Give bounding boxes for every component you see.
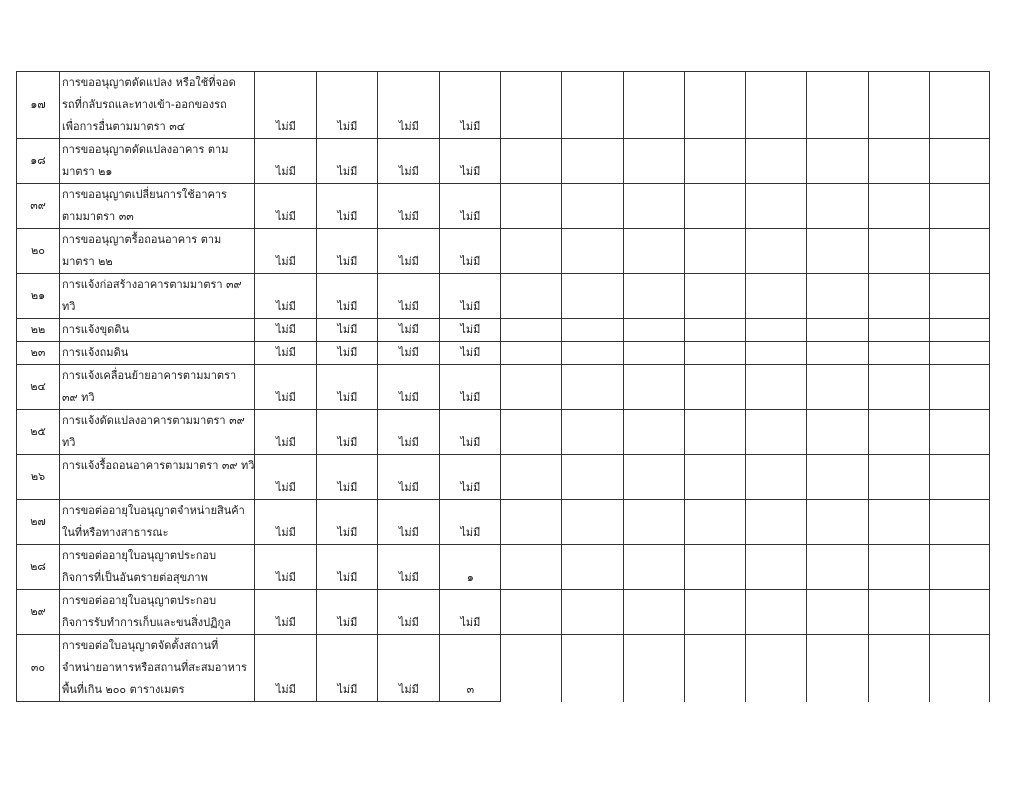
row-number: ๒๘ <box>17 545 60 590</box>
empty-cell <box>685 455 746 500</box>
row-description <box>60 342 255 365</box>
row-description <box>60 72 255 139</box>
row-number: ๒๙ <box>17 590 60 635</box>
value-cell: ไม่มี <box>317 410 378 455</box>
empty-cell <box>746 139 807 184</box>
empty-cell <box>930 590 990 635</box>
value-cell: ไม่มี <box>317 319 378 342</box>
description-line: การขอต่อใบอนุญาตจัดตั้งสถานที่ <box>62 639 219 652</box>
value-cell: ๑ <box>440 545 501 590</box>
empty-cell <box>746 410 807 455</box>
row-number: ๑๗ <box>17 72 60 139</box>
value-cell: ไม่มี <box>255 319 317 342</box>
row-description <box>60 635 255 702</box>
empty-cell <box>807 274 869 319</box>
description-line: การขออนุญาตดัดแปลง หรือใช้ที่จอด <box>62 76 236 89</box>
empty-cell <box>624 342 685 365</box>
empty-cell <box>807 635 869 702</box>
empty-cell <box>685 545 746 590</box>
empty-cell <box>746 184 807 229</box>
description-line: การแจ้งเคลื่อนย้ายอาคารตามมาตรา <box>62 369 237 382</box>
value-cell: ไม่มี <box>317 274 378 319</box>
empty-cell <box>869 319 930 342</box>
row-description <box>60 410 255 455</box>
empty-cell <box>685 139 746 184</box>
empty-cell <box>562 500 624 545</box>
description-line: ๓๙ ทวิ <box>62 391 95 404</box>
description-line: เพื่อการอื่นตามมาตรา ๓๔ <box>62 120 186 133</box>
table-row <box>17 342 990 365</box>
empty-cell <box>501 184 562 229</box>
description-line: ทวิ <box>62 300 76 313</box>
empty-cell <box>746 342 807 365</box>
value-cell: ไม่มี <box>317 139 378 184</box>
empty-cell <box>685 342 746 365</box>
empty-cell <box>869 500 930 545</box>
row-description <box>60 545 255 590</box>
empty-cell <box>807 590 869 635</box>
value-cell: ไม่มี <box>317 184 378 229</box>
value-cell: ไม่มี <box>440 274 501 319</box>
value-cell: ไม่มี <box>317 500 378 545</box>
description-line: พื้นที่เกิน ๒๐๐ ตารางเมตร <box>62 683 185 696</box>
table-row <box>17 139 990 184</box>
empty-cell <box>562 342 624 365</box>
empty-cell <box>930 500 990 545</box>
value-cell: ไม่มี <box>255 342 317 365</box>
empty-cell <box>930 365 990 410</box>
empty-cell <box>869 635 930 702</box>
empty-cell <box>930 139 990 184</box>
description-line: การแจ้งก่อสร้างอาคารตามมาตรา ๓๙ <box>62 278 242 291</box>
empty-cell <box>501 455 562 500</box>
empty-cell <box>501 545 562 590</box>
empty-cell <box>501 139 562 184</box>
description-line: ทวิ <box>62 436 76 449</box>
empty-cell <box>562 229 624 274</box>
value-cell: ไม่มี <box>378 410 440 455</box>
value-cell: ไม่มี <box>440 184 501 229</box>
value-cell: ไม่มี <box>440 500 501 545</box>
description-line: การขออนุญาตเปลี่ยนการใช้อาคาร <box>62 188 227 201</box>
table-row <box>17 72 990 139</box>
row-number: ๓๐ <box>17 635 60 702</box>
empty-cell <box>624 139 685 184</box>
empty-cell <box>807 500 869 545</box>
empty-cell <box>807 139 869 184</box>
description-line: มาตรา ๒๒ <box>62 255 113 268</box>
description-line: การขอต่ออายุใบอนุญาตประกอบ <box>62 549 217 562</box>
description-line: การขออนุญาตรื้อถอนอาคาร ตาม <box>62 233 222 246</box>
description-line: ในที่หรือทางสาธารณะ <box>62 526 169 539</box>
empty-cell <box>869 139 930 184</box>
empty-cell <box>930 342 990 365</box>
empty-cell <box>685 500 746 545</box>
empty-cell <box>930 635 990 702</box>
empty-cell <box>807 410 869 455</box>
empty-cell <box>624 319 685 342</box>
empty-cell <box>624 184 685 229</box>
value-cell: ไม่มี <box>378 139 440 184</box>
value-cell: ไม่มี <box>255 229 317 274</box>
empty-cell <box>685 590 746 635</box>
table-row <box>17 274 990 319</box>
row-description <box>60 184 255 229</box>
empty-cell <box>624 635 685 702</box>
table-row <box>17 184 990 229</box>
empty-cell <box>562 635 624 702</box>
value-cell: ไม่มี <box>378 590 440 635</box>
value-cell: ไม่มี <box>440 410 501 455</box>
description-line: การขอต่ออายุใบอนุญาตประกอบ <box>62 594 217 607</box>
table-row <box>17 410 990 455</box>
empty-cell <box>746 229 807 274</box>
row-number: ๒๖ <box>17 455 60 500</box>
empty-cell <box>869 365 930 410</box>
value-cell: ไม่มี <box>440 229 501 274</box>
value-cell: ไม่มี <box>440 139 501 184</box>
empty-cell <box>746 319 807 342</box>
description-line: การขอต่ออายุใบอนุญาตจำหน่ายสินค้า <box>62 504 245 517</box>
empty-cell <box>869 590 930 635</box>
row-number: ๒๔ <box>17 365 60 410</box>
value-cell: ไม่มี <box>378 274 440 319</box>
empty-cell <box>685 184 746 229</box>
row-description <box>60 229 255 274</box>
value-cell: ไม่มี <box>440 319 501 342</box>
empty-cell <box>807 342 869 365</box>
value-cell: ไม่มี <box>317 365 378 410</box>
value-cell: ไม่มี <box>378 229 440 274</box>
row-number: ๒๑ <box>17 274 60 319</box>
value-cell: ไม่มี <box>317 635 378 702</box>
value-cell: ไม่มี <box>255 455 317 500</box>
empty-cell <box>501 72 562 139</box>
row-number: ๒๐ <box>17 229 60 274</box>
value-cell: ไม่มี <box>255 545 317 590</box>
empty-cell <box>746 72 807 139</box>
value-cell: ไม่มี <box>378 455 440 500</box>
empty-cell <box>746 274 807 319</box>
empty-cell <box>930 545 990 590</box>
description-line: การแจ้งดัดแปลงอาคารตามมาตรา ๓๙ <box>62 414 245 427</box>
row-number: ๒๗ <box>17 500 60 545</box>
value-cell: ไม่มี <box>317 229 378 274</box>
value-cell: ไม่มี <box>440 590 501 635</box>
row-number: ๑๘ <box>17 139 60 184</box>
empty-cell <box>807 184 869 229</box>
empty-cell <box>807 365 869 410</box>
table-row <box>17 500 990 545</box>
description-line: การแจ้งรื้อถอนอาคารตามมาตรา ๓๙ ทวิ <box>62 459 255 472</box>
empty-cell <box>624 365 685 410</box>
description-line: รถที่กลับรถและทางเข้า-ออกของรถ <box>62 98 227 111</box>
value-cell: ไม่มี <box>440 72 501 139</box>
value-cell: ไม่มี <box>378 319 440 342</box>
empty-cell <box>869 72 930 139</box>
empty-cell <box>562 365 624 410</box>
empty-cell <box>930 72 990 139</box>
empty-cell <box>501 500 562 545</box>
value-cell: ไม่มี <box>255 635 317 702</box>
empty-cell <box>807 72 869 139</box>
empty-cell <box>807 319 869 342</box>
empty-cell <box>501 635 562 702</box>
empty-cell <box>562 72 624 139</box>
row-number: ๒๓ <box>17 342 60 365</box>
empty-cell <box>501 274 562 319</box>
empty-cell <box>807 229 869 274</box>
row-description <box>60 319 255 342</box>
empty-cell <box>501 590 562 635</box>
row-description <box>60 139 255 184</box>
description-line: มาตรา ๒๑ <box>62 165 113 178</box>
row-number: ๓๙ <box>17 184 60 229</box>
empty-cell <box>869 455 930 500</box>
empty-cell <box>501 319 562 342</box>
empty-cell <box>869 545 930 590</box>
empty-cell <box>562 455 624 500</box>
value-cell: ไม่มี <box>440 342 501 365</box>
empty-cell <box>562 274 624 319</box>
row-number: ๒๕ <box>17 410 60 455</box>
description-line: การขออนุญาตดัดแปลงอาคาร ตาม <box>62 143 229 156</box>
value-cell: ไม่มี <box>255 590 317 635</box>
description-line: กิจการที่เป็นอันตรายต่อสุขภาพ <box>62 571 208 584</box>
data-table <box>16 71 990 702</box>
empty-cell <box>746 500 807 545</box>
empty-cell <box>930 319 990 342</box>
row-description <box>60 590 255 635</box>
empty-cell <box>624 455 685 500</box>
empty-cell <box>685 365 746 410</box>
value-cell: ไม่มี <box>440 455 501 500</box>
empty-cell <box>624 410 685 455</box>
value-cell: ไม่มี <box>255 365 317 410</box>
empty-cell <box>624 274 685 319</box>
empty-cell <box>930 410 990 455</box>
empty-cell <box>869 274 930 319</box>
table-row <box>17 365 990 410</box>
empty-cell <box>562 139 624 184</box>
value-cell: ไม่มี <box>255 274 317 319</box>
empty-cell <box>624 590 685 635</box>
value-cell: ไม่มี <box>255 139 317 184</box>
empty-cell <box>930 184 990 229</box>
empty-cell <box>746 635 807 702</box>
empty-cell <box>869 410 930 455</box>
row-description <box>60 500 255 545</box>
empty-cell <box>501 342 562 365</box>
value-cell: ไม่มี <box>317 545 378 590</box>
value-cell: ไม่มี <box>317 342 378 365</box>
empty-cell <box>685 635 746 702</box>
table-row <box>17 590 990 635</box>
empty-cell <box>930 229 990 274</box>
empty-cell <box>807 545 869 590</box>
empty-cell <box>685 72 746 139</box>
empty-cell <box>746 455 807 500</box>
empty-cell <box>869 229 930 274</box>
empty-cell <box>562 590 624 635</box>
empty-cell <box>562 319 624 342</box>
row-description <box>60 365 255 410</box>
row-number: ๒๒ <box>17 319 60 342</box>
value-cell: ไม่มี <box>255 184 317 229</box>
empty-cell <box>624 229 685 274</box>
empty-cell <box>562 184 624 229</box>
table-row <box>17 455 990 500</box>
value-cell: ไม่มี <box>255 72 317 139</box>
value-cell: ไม่มี <box>378 342 440 365</box>
value-cell: ไม่มี <box>317 455 378 500</box>
empty-cell <box>562 410 624 455</box>
empty-cell <box>624 72 685 139</box>
table-row <box>17 319 990 342</box>
empty-cell <box>501 410 562 455</box>
table-row <box>17 635 990 702</box>
empty-cell <box>930 274 990 319</box>
table-row <box>17 229 990 274</box>
value-cell: ไม่มี <box>378 545 440 590</box>
empty-cell <box>562 545 624 590</box>
empty-cell <box>930 455 990 500</box>
description-line: การแจ้งขุดดิน <box>62 323 129 336</box>
empty-cell <box>746 365 807 410</box>
empty-cell <box>685 229 746 274</box>
value-cell: ไม่มี <box>255 410 317 455</box>
empty-cell <box>685 410 746 455</box>
empty-cell <box>869 342 930 365</box>
value-cell: ไม่มี <box>378 184 440 229</box>
description-line: การแจ้งถมดิน <box>62 346 129 359</box>
empty-cell <box>624 545 685 590</box>
value-cell: ไม่มี <box>317 72 378 139</box>
table-row <box>17 545 990 590</box>
empty-cell <box>624 500 685 545</box>
empty-cell <box>746 590 807 635</box>
empty-cell <box>501 365 562 410</box>
value-cell: ไม่มี <box>378 365 440 410</box>
empty-cell <box>685 274 746 319</box>
value-cell: ไม่มี <box>440 365 501 410</box>
description-line: กิจการรับทำการเก็บและขนสิ่งปฏิกูล <box>62 616 231 629</box>
empty-cell <box>685 319 746 342</box>
row-description <box>60 274 255 319</box>
value-cell: ไม่มี <box>378 72 440 139</box>
value-cell: ไม่มี <box>255 500 317 545</box>
description-line: ตามมาตรา ๓๓ <box>62 210 134 223</box>
value-cell: ไม่มี <box>378 500 440 545</box>
table-body <box>17 72 990 702</box>
value-cell: ๓ <box>440 635 501 702</box>
empty-cell <box>501 229 562 274</box>
description-line: จำหน่ายอาหารหรือสถานที่สะสมอาหาร <box>62 661 247 674</box>
empty-cell <box>869 184 930 229</box>
value-cell: ไม่มี <box>378 635 440 702</box>
value-cell: ไม่มี <box>317 590 378 635</box>
empty-cell <box>746 545 807 590</box>
row-description <box>60 455 255 500</box>
empty-cell <box>807 455 869 500</box>
